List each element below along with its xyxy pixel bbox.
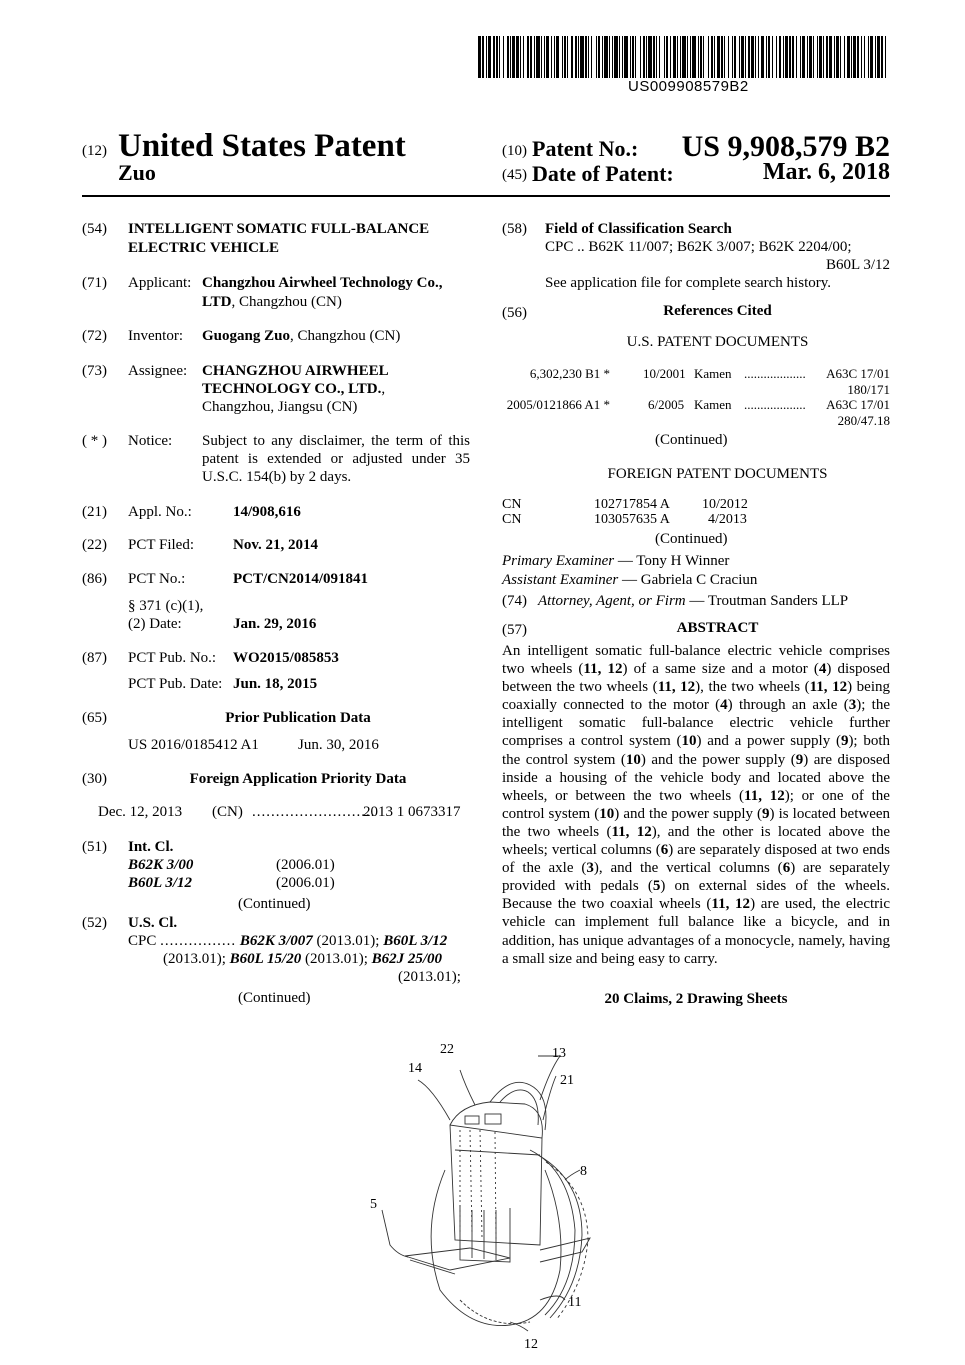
drawing-label: 14 [408,1061,422,1076]
claims-summary: 20 Claims, 2 Drawing Sheets [604,991,788,1007]
int-cl-2-version: (2006.01) [276,875,335,891]
reference-numeral: 3 [586,860,594,877]
references-cited-heading: References Cited [663,303,772,319]
abstract-segment: ) through an axle ( [727,697,849,714]
patent-no-label: Patent No.: [532,136,639,161]
reference-numeral: 11, 12 [809,679,848,696]
us-patent-docs-heading: U.S. PATENT DOCUMENTS [626,334,809,350]
cpc-label: CPC [128,933,157,949]
reference-numeral: 9 [795,751,804,768]
abstract-segment: ) being coaxially connected to the motor ( [502,679,890,714]
reference-numeral: 11, 12 [583,661,623,678]
reference-numeral: 10 [625,751,641,768]
int-cl-2: B60L 3/12 [128,875,193,891]
abstract-segment: ) and the power supply ( [640,751,796,768]
reference-date: 6/2005 [648,397,685,412]
abstract-segment: ) are separately provided with pedals ( [502,860,891,895]
reference-class-secondary: 280/47.18 [837,413,890,428]
int-cl-1: B62K 3/00 [128,857,194,873]
field-of-search-line-2: B60L 3/12 [825,257,890,273]
reference-numeral: 11, 12 [657,679,696,696]
notice-line-1: Subject to any disclaimer, the term of this [202,433,470,449]
applicant-name-2: LTD [202,294,232,310]
patent-title: United States Patent [118,128,406,164]
foreign-patent-docs-heading: FOREIGN PATENT DOCUMENTS [607,466,828,482]
drawing-label: 21 [560,1073,574,1088]
reference-numeral: 10 [681,733,697,750]
applicant-label: Applicant: [128,275,192,291]
reference-numeral: 11, 12 [711,896,751,913]
cpc-date-1: (2013.01); [312,933,384,949]
reference-class-secondary: 180/171 [847,382,890,397]
drawing-label: 12 [524,1337,538,1352]
primary-examiner-name: — Tony H Winner [614,553,730,569]
field-86-code: (86) [82,571,107,587]
applicant-name: Changzhou Airwheel Technology Co., [202,275,443,291]
reference-dots: ................... [744,366,806,381]
reference-number: 6,302,230 B1 * [529,366,610,381]
code-45: (45) [502,167,527,183]
reference-name: Kamen [694,366,732,381]
foreign-priority-number: 2013 1 0673317 [363,804,461,820]
code-10: (10) [502,143,527,159]
foreign-date: 10/2012 [702,497,748,512]
prior-pub-number: US 2016/0185412 A1 [128,737,259,753]
foreign-priority-date: Dec. 12, 2013 [98,804,183,820]
primary-examiner [502,553,729,570]
abstract-segment: ) of a same size and a motor ( [622,661,819,678]
patent-number: US 9,908,579 B2 [681,130,890,163]
attorney-label: Attorney, Agent, or Firm [538,593,686,609]
prior-pub-heading: Prior Publication Data [225,710,371,726]
us-cl-line-2 [163,951,442,968]
assignee-comma: , [381,381,386,397]
abstract-segment: ) and a power supply ( [696,733,841,750]
field-of-search-line-1: CPC .. B62K 11/007; B62K 3/007; B62K 2204/00; [545,239,852,255]
drawing-label: 13 [552,1046,566,1061]
int-cl-1-version: (2006.01) [276,857,335,873]
cpc-dots: ................ [160,933,237,949]
title-line-1: INTELLIGENT SOMATIC FULL-BALANCE [128,221,430,237]
reference-numeral: 9 [840,733,849,750]
notice-line-2: patent is extended or adjusted under 35 [202,451,470,467]
field-56-code: (56) [502,305,527,321]
foreign-number: 103057635 A [594,512,670,527]
pct-filed-label: PCT Filed: [128,537,194,553]
reference-numeral: 11, 12 [744,787,785,804]
inventor-name: Guogang Zuo [202,328,290,344]
abstract-segment: ), the two wheels ( [695,679,810,696]
abstract-segment: ) are used, the electric vehicle can implement full balance like a bicycle, and in addition, has unique advantages of a monocycle, namely, having a small size and being easy to carry. [502,896,890,967]
int-cl-continued: (Continued) [238,896,311,912]
appl-no-label: Appl. No.: [128,504,192,520]
cpc-class-4: B62J 25/00 [371,951,443,967]
abstract-segment: ) and the power supply ( [614,805,763,822]
reference-numeral: 9 [762,805,770,822]
field-87-code: (87) [82,650,107,666]
header-rule [82,195,890,197]
int-cl-heading: Int. Cl. [128,839,174,855]
drawing-label: 8 [580,1164,587,1179]
cpc-class-1: B62K 3/007 [239,933,313,949]
us-cl-continued: (Continued) [238,990,311,1006]
reference-numeral: 10 [599,805,615,822]
field-22-code: (22) [82,537,107,553]
abstract-segment: ), and the vertical columns ( [593,860,783,877]
abstract-segment: ); both the control system ( [502,733,890,768]
field-73-code: (73) [82,363,107,379]
field-52-code: (52) [82,915,107,931]
field-57-code: (57) [502,622,527,638]
field-72-code: (72) [82,328,107,344]
foreign-country: CN [502,512,522,527]
inventor-line [202,328,400,345]
reference-numeral: 11, 12 [611,823,652,840]
us-cl-line-1 [128,933,447,950]
field-51-code: (51) [82,839,107,855]
foreign-country: CN [502,497,522,512]
attorney-name: — Troutman Sanders LLP [685,593,849,609]
assistant-examiner [502,572,757,589]
inventor-location: , Changzhou (CN) [289,328,401,344]
field-30-code: (30) [82,771,107,787]
date-of-patent: Mar. 6, 2018 [762,159,890,185]
reference-numeral: 5 [652,878,661,895]
reference-number: 2005/0121866 A1 * [506,397,610,412]
foreign-continued: (Continued) [655,531,728,547]
field-74-code: (74) [502,593,527,609]
drawing-label: 5 [370,1197,377,1212]
pct-pub-no-value: WO2015/085853 [233,650,339,666]
reference-class: A63C 17/01 [826,366,890,381]
barcode [478,36,890,78]
attorney [538,593,848,610]
foreign-priority-heading: Foreign Application Priority Data [189,771,407,787]
reference-date: 10/2001 [643,366,686,381]
cpc-class-2: B60L 3/12 [383,933,448,949]
references-continued: (Continued) [655,432,728,448]
code-12: (12) [82,143,107,159]
appl-no-value: 14/908,616 [233,504,301,520]
field-71-code: (71) [82,275,107,291]
abstract-segment: ) are separately disposed at two ends of the axle ( [502,842,890,877]
drawing-label: 22 [440,1042,454,1057]
abstract-segment: ) is located between the two wheels ( [502,805,891,840]
abstract-segment: ), and the other is located above the wheels; vertical columns ( [502,823,890,859]
reference-numeral: 6 [782,860,791,877]
reference-numeral: 6 [660,842,669,859]
pct-pub-no-label: PCT Pub. No.: [128,650,217,666]
section-371-label: § 371 (c)(1), [128,598,204,614]
title-line-2: ELECTRIC VEHICLE [128,240,280,256]
assistant-examiner-label: Assistant Examiner [502,572,619,588]
abstract-segment: ); the intelligent somatic full-balance electric vehicle further comprises a control system ( [502,697,891,750]
abstract-segment: ) disposed between the two wheels ( [502,661,890,696]
abstract-heading: ABSTRACT [676,620,759,636]
cpc-date-3: (2013.01); [301,951,372,967]
assignee-name-2: TECHNOLOGY CO., LTD. [202,381,382,397]
pct-pub-date-value: Jun. 18, 2015 [233,676,318,692]
abstract-segment: ) on external sides of the wheels. Because the two coaxial wheels ( [502,878,890,913]
abstract-text [502,642,890,968]
drawing-label: 11 [568,1295,582,1310]
assistant-examiner-name: — Gabriela C Craciun [618,572,758,588]
field-of-search-heading: Field of Classification Search [545,221,732,237]
assignee-label: Assignee: [128,363,188,379]
foreign-number: 102717854 A [594,497,670,512]
section-371-date-label: (2) Date: [128,616,182,632]
reference-name: Kamen [694,397,732,412]
reference-class: A63C 17/01 [826,397,890,412]
reference-dots: ................... [744,397,806,412]
reference-numeral: 4 [818,661,827,678]
pct-filed-value: Nov. 21, 2014 [233,537,319,553]
notice-code: ( * ) [82,433,107,449]
foreign-priority-country: (CN) [212,804,243,820]
pct-pub-date-label: PCT Pub. Date: [128,676,223,692]
field-21-code: (21) [82,504,107,520]
field-of-search-line-3: See application file for complete search history. [545,275,832,291]
primary-examiner-label: Primary Examiner [502,553,615,569]
foreign-date: 4/2013 [708,512,747,527]
field-58-code: (58) [502,221,527,237]
assignee-line-2 [202,381,385,398]
applicant-line-2 [202,294,342,311]
abstract-segment: An intelligent somatic full-balance electric vehicle comprises two wheels ( [502,643,890,678]
barcode-number: US009908579B2 [628,78,749,95]
date-of-patent-label: Date of Patent: [532,161,674,186]
pct-no-value: PCT/CN2014/091841 [233,571,368,587]
assignee-location: Changzhou, Jiangsu (CN) [202,399,358,415]
field-65-code: (65) [82,710,107,726]
applicant-location: , Changzhou (CN) [231,294,342,310]
reference-numeral: 4 [720,697,728,714]
abstract-segment: ); or one of the control system ( [502,787,890,822]
cpc-date-2: (2013.01); [163,951,230,967]
us-cl-heading: U.S. Cl. [128,915,178,931]
field-54-code: (54) [82,221,107,237]
abstract-segment: ) are disposed inside a housing of the vehicle body and located above the wheels, or between the two wheels ( [502,751,891,804]
front-page-drawing [360,1030,620,1355]
assignee-name-1: CHANGZHOU AIRWHEEL [202,363,389,379]
foreign-priority-dots: .......................... [252,804,376,820]
reference-numeral: 3 [848,697,857,714]
notice-label: Notice: [128,433,173,449]
section-371-date-value: Jan. 29, 2016 [233,616,317,632]
cpc-date-4: (2013.01); [398,969,461,985]
inventor-label: Inventor: [128,328,183,344]
pct-no-label: PCT No.: [128,571,186,587]
inventor-surname: Zuo [118,160,156,185]
notice-line-3: U.S.C. 154(b) by 2 days. [202,469,352,485]
prior-pub-date: Jun. 30, 2016 [298,737,379,753]
cpc-class-3: B60L 15/20 [229,951,302,967]
